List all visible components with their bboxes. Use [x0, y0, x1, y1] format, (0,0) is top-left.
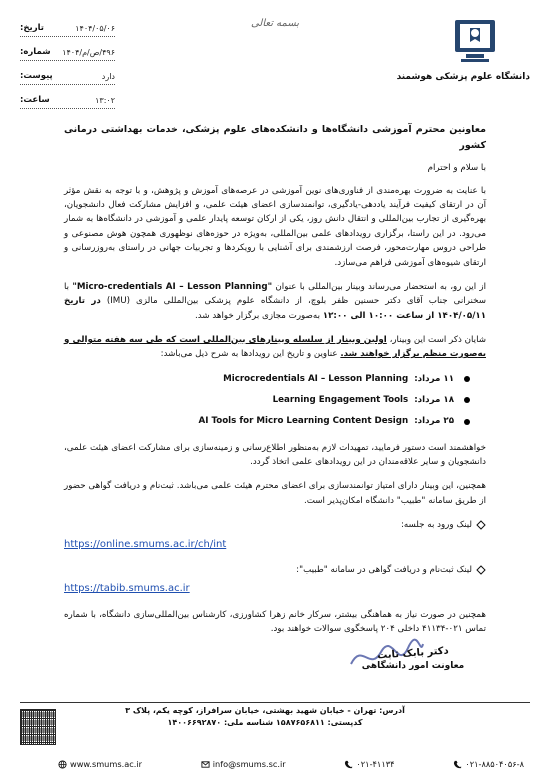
event-item [64, 372, 470, 386]
meta-attachment-value: دارد [101, 71, 115, 81]
meta-date-label: تاریخ: [20, 23, 44, 33]
letter-greeting: با سلام و احترام [427, 163, 486, 174]
meta-row-time [20, 92, 115, 109]
letter-title: معاونین محترم آموزشی دانشگاه‌ها و دانشکده‌های علوم پزشکی، خدمات بهداشتی درمانی کشور [64, 124, 486, 151]
registration-link[interactable]: https://tabib.smums.ac.ir [64, 583, 190, 595]
letter-meta [20, 20, 115, 116]
meta-number-value: ۴۹۶/ص/م/۱۴۰۴ [62, 47, 115, 57]
event-list [64, 372, 486, 429]
meta-attachment-label: پیوست: [20, 71, 53, 81]
session-link-label [64, 518, 486, 532]
diamond-icon [476, 565, 486, 575]
paragraph-6: همچنین در صورت نیاز به هماهنگی بیشتر، سرکار خانم زهرا کشاورزی، کارشناس بین‌المللی‌سازی دانشگاه، با شماره تماس ۰۲۱-۴۱۱۳۴ داخلی ۲۰۴ پاسخگوی سوالات خواهند بود. [64, 609, 486, 635]
qr-code [20, 709, 56, 745]
fax-contact [344, 759, 394, 769]
paragraph-3-prefix: شایان ذکر است این وبینار، [389, 334, 487, 345]
paragraph-3 [64, 333, 486, 362]
meta-date-value: ۱۴۰۴/۰۵/۰۶ [75, 23, 115, 33]
event-title: Microcredentials AI – Lesson Planning [223, 373, 409, 384]
paragraph-5: همچنین، این وبینار دارای امتیاز توانمندسازی برای اعضای محترم هیئت علمی می‌باشد. ثبت‌نام و دریافت گواهی حضور از طریق سامانه "طبیب" دانشگاه امکان‌پذیر است. [64, 481, 486, 506]
meta-row-date [20, 20, 115, 37]
letter-footer [20, 702, 530, 769]
footer-address [120, 705, 410, 728]
bullet-icon [464, 419, 470, 425]
email-contact[interactable] [201, 759, 286, 769]
address-line-2: کدپستی: ۱۵۸۷۶۵۶۸۱۱ شناسه ملی: ۱۴۰۰۶۶۹۲۸۷۰ [167, 717, 363, 727]
session-link-text: لینک ورود به جلسه: [400, 520, 472, 531]
event-title: AI Tools for Micro Learning Content Design [198, 416, 409, 427]
event-date: ۱۱ مرداد: [414, 373, 454, 384]
university-name: دانشگاه علوم پزشکی هوشمند [396, 72, 530, 82]
meta-row-number [20, 44, 115, 61]
phone-1-text: ۰۲۱-۴۱۱۳۴ [356, 759, 395, 769]
globe-icon [58, 760, 67, 769]
meta-number-label: شماره: [20, 47, 51, 57]
mail-icon [201, 760, 210, 769]
bullet-icon [464, 376, 470, 382]
event-item [64, 393, 470, 407]
event-item [64, 414, 470, 428]
registration-link-block [64, 563, 486, 598]
webinar-title: "Micro-credentials AI – Lesson Planning" [72, 281, 273, 292]
letter-header [20, 12, 530, 105]
meta-time-value: ۱۳:۰۲ [95, 95, 115, 105]
webinar-time: در تاریخ ۱۴۰۴/۰۵/۱۱ از ساعت ۱۰:۰۰ الی ۱۲:۰۰ [64, 296, 486, 321]
event-date: ۲۵ مرداد: [414, 416, 454, 427]
address-line-1: آدرس: تهران - خیابان شهید بهشتی، خیابان سرافراز، کوچه یکم، پلاک ۳ [125, 706, 405, 715]
paragraph-2 [64, 280, 486, 323]
phone-contact [453, 759, 524, 769]
diamond-icon [476, 520, 486, 530]
letter-content [64, 122, 486, 647]
email-text: info@smums.sc.ir [212, 759, 286, 769]
website-contact[interactable] [58, 759, 142, 769]
phone-icon [344, 760, 353, 769]
website-text: www.smums.ac.ir [70, 759, 142, 769]
event-date: ۱۸ مرداد: [414, 395, 454, 406]
session-link-block [64, 518, 486, 553]
paragraph-2-middle: با سخنرانی جناب آقای دکتر حسنین ظفر بلوچ، از دانشگاه علوم پزشکی بین‌المللی مالزی (IMU) [64, 281, 486, 307]
signatory-title: معاونت امور دانشگاهی [361, 661, 465, 671]
paragraph-3-suffix: عناوین و تاریخ این رویدادها به شرح ذیل می‌باشد: [160, 349, 338, 360]
paragraph-1: با عنایت به ضرورت بهره‌مندی از فناوری‌های نوین آموزشی در عرصه‌های آموزش و پژوهش، و با توجه به نقش مؤثر آن در ارتقای کیفیت فرآیند یاددهی-یادگیری، توانمندسازی اعضای هیئت علمی، و افزایش مشارکت فعال دانشجویان، بهره‌گیری از تجارب بین‌المللی و انتقال دانش روز، یکی از ارکان توسعه پایدار علمی و آموزشی در دانشگاه‌ها به شمار می‌رود. در این راستا، برگزاری رویدادهای علمی بین‌المللی، به‌ویژه در حوزه‌های نوظهوری همچون هوش مصنوعی و طراحی دروس مهارت‌محور، فرصت ارزشمندی برای آشنایی با رویکردها و تجربیات جهانی در راستای به‌روزرسانی و ارتقای شیوه‌های آموزشی فراهم می‌سازد. [64, 185, 486, 268]
paragraph-2-prefix: از این رو، به استحضار می‌رساند وبینار بین‌المللی با عنوان [275, 281, 487, 292]
paragraph-4: خواهشمند است دستور فرمایید، تمهیدات لازم به‌منظور اطلاع‌رسانی و زمینه‌سازی برای مشارکت اعضای هیئت علمی، دانشجویان و سایر علاقه‌مندان در این رویدادهای علمی اتخاذ گردد. [64, 442, 486, 468]
footer-contacts [58, 759, 524, 769]
meta-time-label: ساعت: [20, 95, 50, 105]
event-title: Learning Engagement Tools [272, 395, 409, 406]
meta-row-attachment [20, 68, 115, 85]
bismillah-text: بسمه تعالی [250, 18, 300, 29]
bullet-icon [464, 397, 470, 403]
session-link[interactable]: https://online.smums.ac.ir/ch/int [64, 538, 227, 550]
paragraph-2-suffix: به‌صورت مجازی برگزار خواهد شد. [194, 310, 320, 321]
university-logo-icon [446, 12, 504, 70]
registration-link-text: لینک ثبت‌نام و دریافت گواهی در سامانه "طبیب": [296, 565, 472, 576]
registration-link-label [64, 563, 486, 577]
phone-icon [453, 760, 462, 769]
signature-block [338, 645, 488, 671]
signatory-name: دکتر بابک ثابت [376, 645, 450, 662]
paragraph-3-highlight: اولین وبینار از سلسله وبینارهای بین‌المللی است که طی سه هفته متوالی و به‌صورت منظم برگزار خواهند شد. [64, 334, 486, 360]
phone-2-text: ۰۲۱-۸۸۵۰۴۰۵۶-۸ [465, 759, 524, 769]
university-logo [396, 12, 530, 83]
